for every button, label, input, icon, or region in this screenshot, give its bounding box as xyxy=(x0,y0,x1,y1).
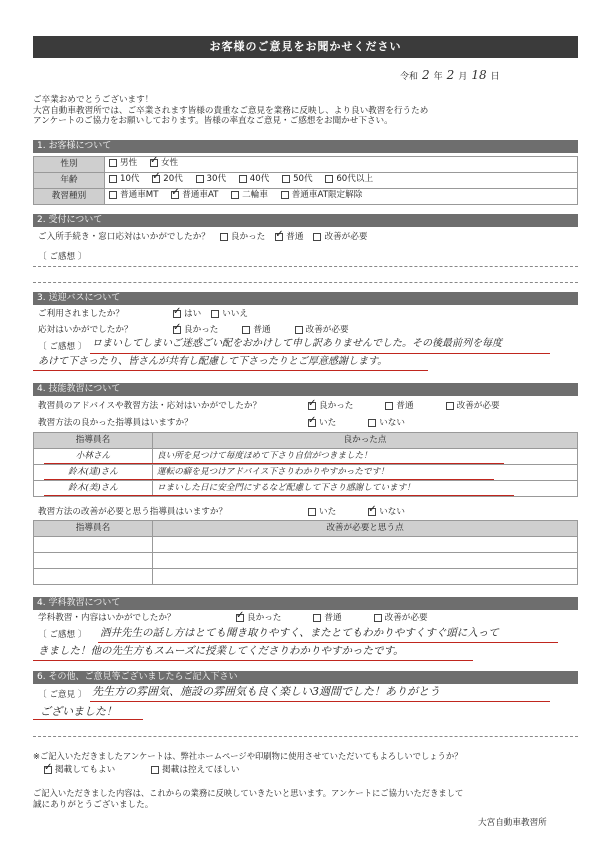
checkbox[interactable] xyxy=(173,310,181,318)
course-option[interactable] xyxy=(171,190,218,201)
lecture-question-row xyxy=(38,613,438,624)
good-instructor-question: 教習方法の良かった指導員はいますか？ xyxy=(38,418,193,428)
comment-line[interactable] xyxy=(33,282,578,283)
option-label: いいえ xyxy=(222,309,248,319)
skill-option[interactable] xyxy=(385,401,413,412)
lecture-comment-line-1[interactable]: 酒井先生の話し方はとても聞き取りやすく、またとてもわかりやすくすぐ頭に入って xyxy=(100,627,499,639)
instructor-name[interactable] xyxy=(34,553,153,569)
reception-option[interactable] xyxy=(313,232,367,243)
age-option[interactable] xyxy=(239,174,270,185)
improve-point[interactable] xyxy=(153,569,578,585)
checkbox[interactable] xyxy=(151,766,159,774)
checkbox[interactable] xyxy=(308,402,316,410)
section-3-header: 3. 送迎バスについて xyxy=(33,292,578,305)
bus-service-option[interactable] xyxy=(173,325,218,336)
improve-instructor-option[interactable] xyxy=(308,507,336,518)
intro-text xyxy=(33,95,578,127)
checkbox[interactable] xyxy=(211,310,219,318)
date-month-unit: 月 xyxy=(458,72,468,82)
option-label: いない xyxy=(379,418,405,428)
instructor-name[interactable]: 鈴木(達)さん xyxy=(34,465,153,481)
checkbox[interactable] xyxy=(109,175,117,183)
checkbox[interactable] xyxy=(308,419,316,427)
date-month[interactable]: 2 xyxy=(446,68,455,82)
reception-option[interactable] xyxy=(275,232,303,243)
option-label: いた xyxy=(319,418,337,428)
skill-option[interactable] xyxy=(308,401,353,412)
school-name: 大宮自動車教習所 xyxy=(478,818,547,828)
table-row xyxy=(34,537,578,553)
thanks-line-1: ご記入いただきました内容は、これからの業務に反映していきたいと思います。アンケートにご協力いただきまして xyxy=(33,788,464,798)
intro-line: ご卒業おめでとうございます！ xyxy=(33,95,154,105)
option-label: 普通車AT限定解除 xyxy=(291,189,363,200)
bus-usage-option[interactable] xyxy=(211,309,248,320)
lecture-option[interactable] xyxy=(313,613,341,624)
improve-point[interactable] xyxy=(153,553,578,569)
option-label: 50代 xyxy=(293,173,313,184)
other-comment-line-2[interactable]: ございました！ xyxy=(40,705,117,718)
other-comment-line-1[interactable]: 先生方の雰囲気、施設の雰囲気も良く楽しい3週間でした！ありがとう xyxy=(92,685,440,698)
highlight-underline xyxy=(98,642,558,643)
publication-option[interactable] xyxy=(151,765,239,776)
table-header-row xyxy=(34,433,578,449)
age-option[interactable] xyxy=(196,174,227,185)
option-label: 普通 xyxy=(286,232,304,242)
bus-usage-option[interactable] xyxy=(173,309,201,320)
option-label: 普通車AT xyxy=(182,189,219,200)
improve-instructor-row xyxy=(38,507,415,518)
option-label: 60代以上 xyxy=(336,173,374,184)
instructor-name[interactable] xyxy=(34,569,153,585)
good-point[interactable]: 良い所を見つけて毎度ほめて下さり自信がつきました！ xyxy=(153,449,578,465)
bus-service-option[interactable] xyxy=(242,325,270,336)
checkbox[interactable] xyxy=(385,402,393,410)
option-label: いない xyxy=(379,507,405,517)
option-label: 掲載は控えてほしい xyxy=(162,765,240,775)
profile-row-course xyxy=(34,189,578,205)
highlight-underline xyxy=(33,719,143,720)
age-option[interactable] xyxy=(325,174,373,185)
good-point-header: 良かった点 xyxy=(153,433,578,449)
date-day-unit: 日 xyxy=(490,72,500,82)
course-option[interactable] xyxy=(231,190,268,201)
checkbox[interactable] xyxy=(236,614,244,622)
instructor-name-header: 指導員名 xyxy=(34,433,153,449)
option-label: はい xyxy=(184,309,202,319)
checkbox[interactable] xyxy=(239,175,247,183)
reception-option[interactable] xyxy=(220,232,265,243)
age-option[interactable] xyxy=(152,174,183,185)
date-year[interactable]: 2 xyxy=(422,68,430,82)
gender-options xyxy=(105,157,578,173)
lecture-question: 学科教習・内容はいかがでしたか？ xyxy=(38,613,176,623)
bus-usage-question: ご利用されましたか？ xyxy=(38,309,124,319)
reception-comment-label: 〔 ご感想 〕 xyxy=(38,252,87,262)
bus-comment-line-1[interactable]: ロまいしてしまいご迷惑ごい配をおかけして申し訳ありませんでした。その後最前列を毎度 xyxy=(92,338,502,349)
bus-service-option[interactable] xyxy=(295,325,349,336)
checkbox[interactable] xyxy=(282,175,290,183)
date-day[interactable]: 18 xyxy=(471,68,487,82)
comment-line[interactable] xyxy=(33,266,578,267)
good-instructor-option[interactable] xyxy=(308,418,336,429)
checkbox[interactable] xyxy=(231,191,239,199)
bus-service-row xyxy=(38,325,359,336)
option-label: 普通車MT xyxy=(120,189,159,200)
highlight-underline xyxy=(44,479,494,480)
option-label: 掲載してもよい xyxy=(55,765,116,775)
checkbox[interactable] xyxy=(152,175,160,183)
option-label: 改善が必要 xyxy=(456,401,500,411)
option-label: 良かった xyxy=(247,613,282,623)
option-label: 普通 xyxy=(396,401,414,411)
age-options xyxy=(105,173,578,189)
course-option[interactable] xyxy=(281,190,363,201)
highlight-underline xyxy=(33,660,473,661)
option-label: 20代 xyxy=(163,173,183,184)
age-label: 年齢 xyxy=(34,173,105,189)
date-line xyxy=(400,68,500,83)
section-lecture-header: 4. 学科教習について xyxy=(33,597,578,610)
option-label: 普通 xyxy=(253,325,271,335)
skill-option[interactable] xyxy=(446,401,500,412)
table-header-row xyxy=(34,521,578,537)
instructor-name[interactable]: 小林さん xyxy=(34,449,153,465)
option-label: 改善が必要 xyxy=(305,325,349,335)
section-2-header: 2. 受付について xyxy=(33,214,578,227)
good-instructor-table xyxy=(33,432,578,497)
option-label: 10代 xyxy=(120,173,140,184)
lecture-comment-line-2[interactable]: きました！他の先生方もスムーズに授業してくださりわかりやすかったです。 xyxy=(38,645,404,657)
checkbox[interactable] xyxy=(313,233,321,241)
lecture-comment-label: 〔 ご感想 〕 xyxy=(38,630,87,640)
checkbox[interactable] xyxy=(171,191,179,199)
course-options xyxy=(105,189,578,205)
option-label: いた xyxy=(319,507,337,517)
option-label: 良かった xyxy=(319,401,354,411)
option-label: 男性 xyxy=(120,157,138,168)
profile-table xyxy=(33,156,578,205)
checkbox[interactable] xyxy=(325,175,333,183)
form-title: お客様のご意見をお聞かせください xyxy=(33,36,578,58)
publication-option[interactable] xyxy=(44,765,115,776)
bus-comment-label: 〔 ご感想 〕 xyxy=(38,342,87,352)
option-label: 改善が必要 xyxy=(384,613,428,623)
option-label: 改善が必要 xyxy=(324,232,368,242)
course-option[interactable] xyxy=(109,190,158,201)
option-label: 女性 xyxy=(160,157,179,168)
checkbox[interactable] xyxy=(281,191,289,199)
improve-point-header: 改善が必要と思う点 xyxy=(153,521,578,537)
checkbox[interactable] xyxy=(109,159,117,167)
skill-question: 教習員のアドバイスや教習方法・応対はいかがでしたか？ xyxy=(38,401,262,411)
checkbox[interactable] xyxy=(44,766,52,774)
checkbox[interactable] xyxy=(374,614,382,622)
instructor-name[interactable] xyxy=(34,537,153,553)
improve-instructor-table xyxy=(33,520,578,585)
age-option[interactable] xyxy=(109,174,140,185)
instructor-name-header: 指導員名 xyxy=(34,521,153,537)
checkbox[interactable] xyxy=(109,191,117,199)
highlight-underline xyxy=(44,495,514,496)
table-row xyxy=(34,569,578,585)
improve-instructor-option[interactable] xyxy=(368,507,405,518)
thanks-line-2: 誠にありがとうございました。 xyxy=(33,800,154,810)
section-1-header: 1. お客様について xyxy=(33,140,578,153)
bus-comment-line-2[interactable]: あけて下さったり、皆さんが共有し配慮して下さったりとご厚意感謝します。 xyxy=(38,356,388,367)
lecture-option[interactable] xyxy=(374,613,428,624)
improve-instructor-question: 教習方法の改善が必要と思う指導員はいますか？ xyxy=(38,507,228,517)
highlight-underline xyxy=(44,463,504,464)
gender-option[interactable] xyxy=(150,158,178,169)
other-comment-label: 〔 ご意見 〕 xyxy=(38,690,87,700)
checkbox[interactable] xyxy=(242,326,250,334)
checkbox[interactable] xyxy=(196,175,204,183)
skill-question-row xyxy=(38,401,510,412)
comment-line[interactable] xyxy=(33,736,578,737)
checkbox[interactable] xyxy=(173,326,181,334)
option-label: 良かった xyxy=(230,232,266,242)
bus-usage-row xyxy=(38,309,258,320)
section-6-header: 6. その他、ご意見等ございましたらご記入下さい xyxy=(33,671,578,684)
profile-row-gender xyxy=(34,157,578,173)
reception-question: ご入所手続き・窓口応対はいかがでしたか？ xyxy=(38,232,210,242)
checkbox[interactable] xyxy=(368,419,376,427)
checkbox[interactable] xyxy=(295,326,303,334)
option-label: 良かった xyxy=(184,325,219,335)
good-instructor-option[interactable] xyxy=(368,418,405,429)
bus-service-question: 応対はいかがでしたか？ xyxy=(38,325,133,335)
date-year-unit: 年 xyxy=(433,72,443,82)
improve-point[interactable] xyxy=(153,537,578,553)
option-label: 30代 xyxy=(206,173,227,184)
course-label: 教習種別 xyxy=(34,189,105,205)
checkbox[interactable] xyxy=(446,402,454,410)
highlight-underline xyxy=(90,353,550,354)
reception-question-row xyxy=(38,232,377,243)
option-label: 普通 xyxy=(324,613,342,623)
table-row xyxy=(34,553,578,569)
gender-label: 性別 xyxy=(34,157,105,173)
age-option[interactable] xyxy=(282,174,313,185)
intro-line: アンケートのご協力をお願いしております。皆様の率直なご意見・ご感想をお聞かせ下さい。 xyxy=(33,116,393,127)
highlight-underline xyxy=(33,370,428,371)
instructor-name[interactable]: 鈴木(美)さん xyxy=(34,481,153,497)
publication-question: ※ご記入いただきましたアンケートは、弊社ホームページや印刷物に使用させていただいてもよろしいでしょうか？ xyxy=(33,751,463,761)
highlight-underline xyxy=(90,701,550,702)
good-instructor-row xyxy=(38,418,415,429)
lecture-option[interactable] xyxy=(236,613,281,624)
section-4-header: 4. 技能教習について xyxy=(33,383,578,396)
intro-line: 大宮自動車教習所では、ご卒業されます皆様の貴重なご意見を業務に反映し、より良い教習を行うため xyxy=(33,105,429,116)
checkbox[interactable] xyxy=(308,508,316,516)
checkbox[interactable] xyxy=(220,233,228,241)
checkbox[interactable] xyxy=(275,233,283,241)
date-era: 令和 xyxy=(400,72,419,82)
option-label: 40代 xyxy=(249,173,270,184)
profile-row-age xyxy=(34,173,578,189)
publication-options xyxy=(44,765,250,776)
checkbox[interactable] xyxy=(368,508,376,516)
good-point[interactable]: 運転の癖を見つけアドバイス下さりわかりやすかったです！ xyxy=(153,465,578,481)
gender-option[interactable] xyxy=(109,158,137,169)
option-label: 二輪車 xyxy=(242,189,268,200)
good-point[interactable]: ロまいした日に安全門にするなど配慮して下さり感謝しています！ xyxy=(153,481,578,497)
checkbox[interactable] xyxy=(313,614,321,622)
checkbox[interactable] xyxy=(150,159,158,167)
